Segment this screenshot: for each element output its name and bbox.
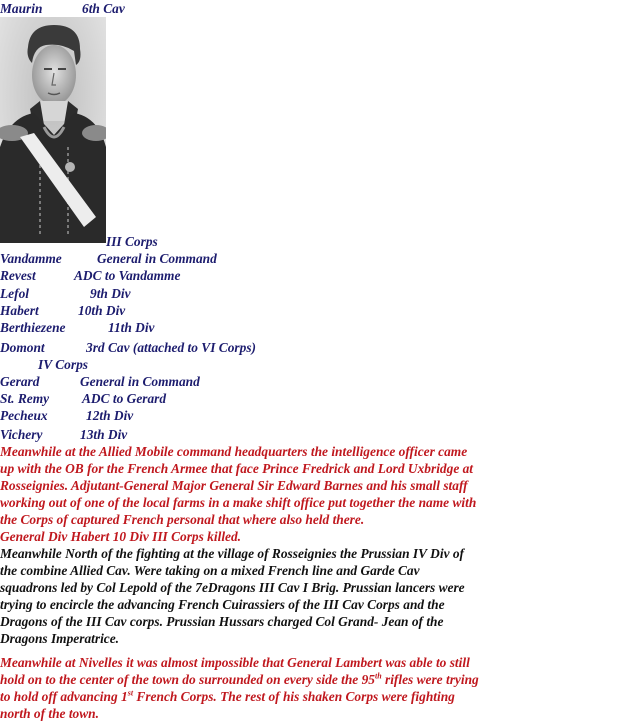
corps3-role: General in Command bbox=[97, 251, 217, 266]
corps4-name: Vichery bbox=[0, 427, 43, 442]
intel-paragraph bbox=[0, 443, 556, 545]
corps4-name: Gerard bbox=[0, 374, 40, 389]
corps3-role: ADC to Vandamme bbox=[74, 268, 181, 283]
corps3-name: Habert bbox=[0, 303, 39, 318]
corps4-title: IV Corps bbox=[38, 357, 88, 372]
paragraph-line: the Corps of captured French personal that where also held there. bbox=[0, 512, 365, 527]
paragraph-line: General Div Habert 10 Div III Corps killed. bbox=[0, 529, 242, 544]
corps3-name: Lefol bbox=[0, 286, 29, 301]
corps3-name: Berthiezene bbox=[0, 320, 66, 335]
corps3-role: 11th Div bbox=[108, 320, 155, 335]
paragraph-line: the combine Allied Cav. Were taking on a mixed French line and Garde Cav bbox=[0, 563, 420, 578]
battle-paragraph bbox=[0, 545, 556, 647]
ordinal-suffix: th bbox=[374, 671, 382, 681]
line-text: French Corps. The rest of his shaken Corps were fighting bbox=[133, 689, 455, 704]
line-text: rifles were trying bbox=[381, 672, 479, 687]
corps4-role: 12th Div bbox=[86, 408, 134, 423]
header-name: Maurin bbox=[0, 1, 43, 16]
corps3-role: 3rd Cav (attached to VI Corps) bbox=[86, 340, 256, 355]
paragraph-line: Meanwhile at the Allied Mobile command headquarters the intelligence officer came bbox=[0, 444, 468, 459]
paragraph-line: Dragons of the III Cav corps. Prussian Hussars charged Col Grand- Jean of the bbox=[0, 614, 444, 629]
corps4-name: St. Remy bbox=[0, 391, 50, 406]
portrait-image bbox=[0, 17, 106, 243]
paragraph-line bbox=[0, 688, 556, 705]
corps4-role: ADC to Gerard bbox=[82, 391, 167, 406]
line-text: to hold off advancing 1 bbox=[0, 689, 128, 704]
nivelles-paragraph bbox=[0, 654, 556, 722]
paragraph-line: Rosseignies. Adjutant-General Major General Sir Edward Barnes and his small staff bbox=[0, 478, 468, 493]
ordinal-suffix: st bbox=[127, 688, 134, 698]
paragraph-line: working out of one of the local farms in a make shift office put together the name with bbox=[0, 495, 477, 510]
paragraph-line: Dragons Imperatrice. bbox=[0, 631, 120, 646]
corps3-name: Vandamme bbox=[0, 251, 62, 266]
corps3-name: Domont bbox=[0, 340, 45, 355]
paragraph-line bbox=[0, 671, 556, 688]
paragraph-line: Meanwhile at Nivelles it was almost impossible that General Lambert was able to still bbox=[0, 655, 470, 670]
header-unit: 6th Cav bbox=[82, 1, 125, 16]
paragraph-line: north of the town. bbox=[0, 706, 99, 721]
corps3-title: III Corps bbox=[106, 234, 158, 249]
paragraph-line: squadrons led by Col Lepold of the 7eDragons III Cav I Brig. Prussian lancers were bbox=[0, 580, 465, 595]
paragraph-line: Meanwhile North of the fighting at the village of Rosseignies the Prussian IV Div of bbox=[0, 546, 465, 561]
paragraph-line: trying to encircle the advancing French Cuirassiers of the III Cav Corps and the bbox=[0, 597, 445, 612]
corps4-name: Pecheux bbox=[0, 408, 48, 423]
corps4-role: General in Command bbox=[80, 374, 200, 389]
corps3-role: 9th Div bbox=[90, 286, 131, 301]
corps4-role: 13th Div bbox=[80, 427, 128, 442]
corps3-role: 10th Div bbox=[78, 303, 126, 318]
paragraph-line: up with the OB for the French Armee that face Prince Fredrick and Lord Uxbridge at bbox=[0, 461, 474, 476]
line-text: hold on to the center of the town do surrounded on every side the 95 bbox=[0, 672, 375, 687]
corps3-name: Revest bbox=[0, 268, 36, 283]
